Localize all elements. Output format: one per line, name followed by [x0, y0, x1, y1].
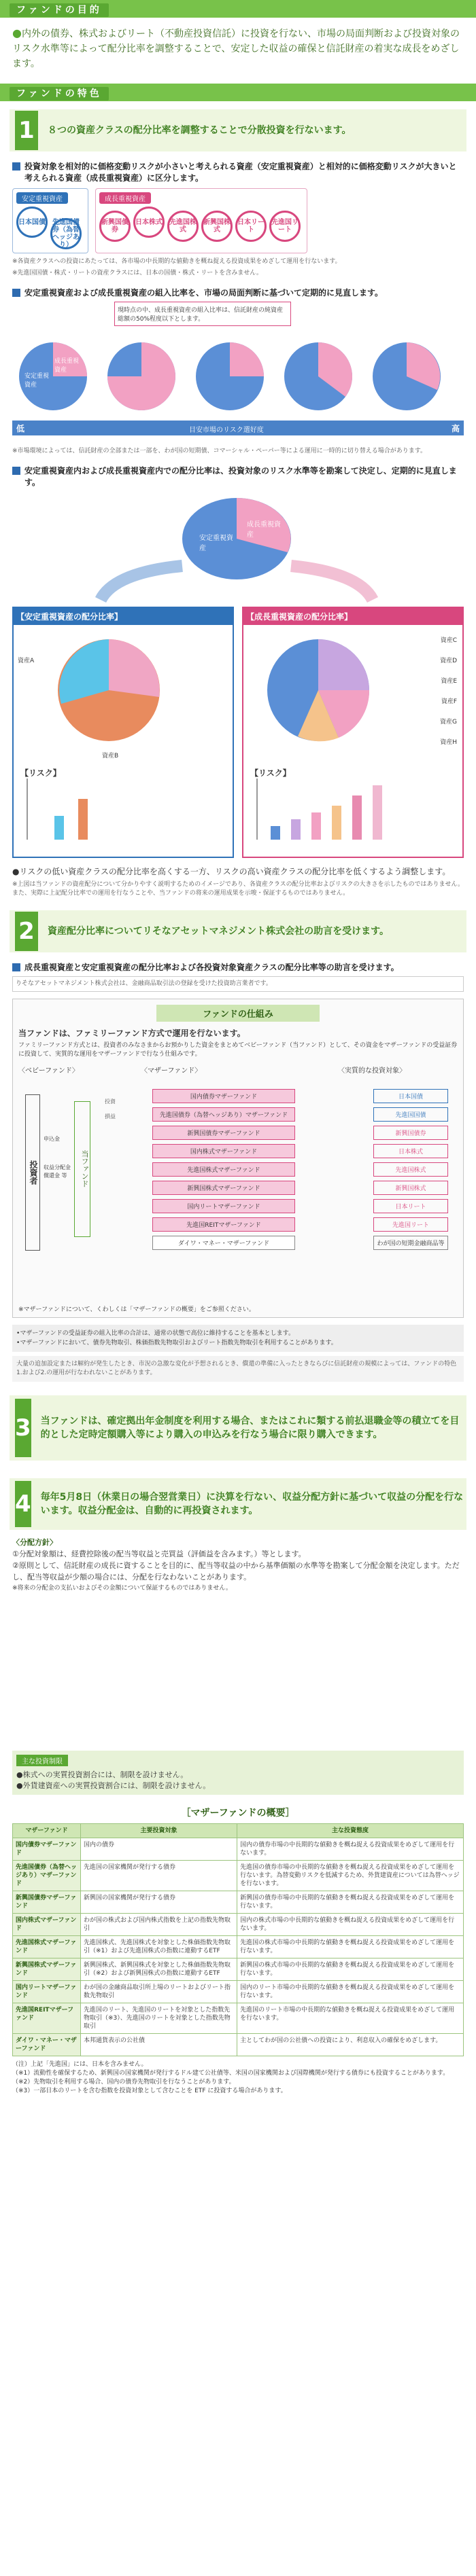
- mother-3: 国内株式マザーファンド: [152, 1144, 295, 1158]
- pie-label-b: 成長重視資産: [54, 357, 80, 374]
- note-3: ※市場環境によっては、信託財産の全部または一部を、わが国の短期債、コマーシャル・ペーパー等による運用に一時的に切り替える場合があります。: [12, 447, 427, 454]
- flow-3: 投資: [105, 1098, 116, 1105]
- purpose-text: ●内外の債券、株式およびリート（不動産投資信託）に投資を行ない、市場の局面判断および投資対象のリスク水準等によって配分比率を調整することで、安定した収益の確保と信託財産の着実な成長をめざします。: [12, 26, 460, 69]
- growth-label: 成長重視資産: [99, 192, 151, 204]
- mother-5: 新興国株式マザーファンド: [152, 1181, 295, 1195]
- baby-fund-box: 当ファンド: [74, 1101, 90, 1237]
- purpose-header: ファンドの目的: [0, 0, 476, 18]
- right-chart-title: 【成長重視資産の配分比率】: [243, 608, 462, 625]
- table-row: 先進国株式マザーファンド 先進国株式、先進国株式を対象とした株価指数先物取引（※1）および先進国株式の指数に連動するETF 先進国の株式市場の中長期的な値動きを概ね捉える投資成果をめざして運用を行ないます。: [13, 1935, 464, 1958]
- dist-p3: ※将来の分配金の支払いおよびその金額について保証するものではありません。: [12, 1584, 232, 1592]
- left-risk-label: 【リスク】: [20, 768, 61, 778]
- bullet-2: 安定重視資産および成長重視資産の組入比率を、市場の局面判断に基づいて定期的に見直します。: [12, 287, 464, 299]
- feature-3: 3 当ファンドは、確定拠出年金制度を利用する場合、またはこれに類する前払退職金等の積立てを目的とした定時定額購入等により購入の申込みを行なう場合に限り購入できます。: [10, 1395, 466, 1461]
- mother-0: 国内債券マザーファンド: [152, 1089, 295, 1103]
- dist-p1: ①分配対象額は、経費控除後の配当等収益と売買益（評価益を含みます。）等とします。: [12, 1549, 306, 1558]
- center-label-a: 安定重視資産: [199, 534, 233, 552]
- flow-labels: [44, 1135, 73, 1180]
- note-6: 大量の追加設定または解約が発生したとき、市況の急激な変化が予想されるとき、償還の準備に入ったときならびに信託財産の規模によっては、ファンドの特色1.および2.の運用が行なわれないことがあります。: [12, 1356, 464, 1382]
- investment-limits: [12, 1751, 464, 1795]
- table-row: 国内リートマザーファンド わが国の金融商品取引所上場のリートおよびリート指数先物取引 国内のリート市場の中長期的な値動きを概ね捉える投資成果をめざして運用を行ないます。: [13, 1980, 464, 2003]
- mother-fund-label: 〈マザーファンド〉: [141, 1067, 202, 1075]
- mother-daiwa: ダイワ・マネー・マザーファンド: [152, 1236, 295, 1250]
- feature-2: 2 資産配分比率についてリそなアセットマネジメント株式会社の助言を受けます。: [10, 910, 466, 952]
- scheme-note: ※マザーファンドについて、くわしくは「マザーファンドの概要」をご参照ください。: [18, 1306, 255, 1313]
- right-label-c: 資産C: [440, 637, 457, 644]
- scheme-desc: ファミリーファンド方式とは、投資者のみなさまからお預かりした資金をまとめてベビーファンド（当ファンド）として、その資金をマザーファンドの受益証券に投資して、実質的な運用をマザーファンドで行なう仕組みです。: [18, 1041, 458, 1058]
- center-label-b: 成長重視資産: [247, 520, 281, 539]
- right-label-f: 資産F: [441, 698, 457, 705]
- flow-4: 損益: [105, 1113, 116, 1120]
- table-row: 先進国債券（為替ヘッジあり）マザーファンド 先進国の国家機関が発行する債券 先進国の債券市場の中長期的な値動きを概ね捉える投資成果をめざして運用を行ないます。為替変動リスクを低減するため、外貨建資産については為替ヘッジを行ないます。: [13, 1860, 464, 1891]
- mother-6: 国内リートマザーファンド: [152, 1199, 295, 1213]
- investor-box: 投資者: [25, 1094, 40, 1251]
- mother-7: 先進国REITマザーファンド: [152, 1217, 295, 1232]
- target-7: 先進国リート: [373, 1217, 448, 1232]
- mother-fund-overview: [12, 1806, 464, 2056]
- bullet-4: ●リスクの低い資産クラスの配分比率を高くする一方、リスクの高い資産クラスの配分比率を低くするよう調整します。: [12, 866, 451, 876]
- flow-2: 償還金 等: [44, 1172, 67, 1179]
- mother-list: [152, 1089, 295, 1250]
- target-4: 先進国株式: [373, 1162, 448, 1177]
- dist-p2: ②原則として、信託財産の成長に資することを目的に、配当等収益の中から基準価額の水準等を勘案して分配金額を決定します。ただし、配当等収益が少額の場合には、分配を行なわないことがあります。: [12, 1560, 460, 1581]
- note-2: ※先進国国債・株式・リートの資産クラスには、日本の国債・株式・リートを含みません。: [12, 269, 262, 276]
- scheme-lead: 当ファンドは、ファミリーファンド方式で運用を行ないます。: [18, 1028, 245, 1038]
- table-row: ダイワ・マネー・マザーファンド 本邦通貨表示の公社債 主としてわが国の公社債への投資により、利息収入の確保をめざします。: [13, 2033, 464, 2056]
- asset-jgb: 日本国債: [16, 207, 48, 238]
- asset-dev-bond: 先進国債券（為替ヘッジあり）: [50, 218, 82, 249]
- note-4: ※上図は当ファンドの資産配分について分かりやすく説明するためのイメージであり、各資産クラスの配分比率およびリスクの大きさを示したものではありません。また、実際に上記配分比率での運用を行なうことや、当ファンドの将来の運用成果を示唆・保証するものではありません。: [12, 880, 464, 897]
- asset-jp-equity: 日本株式: [133, 207, 165, 238]
- feature-1: 1 ８つの資産クラスの配分比率を調整することで分散投資を行ないます。: [10, 109, 466, 151]
- invest-target-label: 〈実質的な投資対象〉: [338, 1067, 406, 1075]
- right-risk-label: 【リスク】: [250, 768, 291, 778]
- right-label-d: 資産D: [440, 657, 457, 664]
- limit-1: ●外貨建資産への実質投資割合には、制限を設けません。: [16, 1781, 211, 1790]
- asset-em-bond: 新興国債券: [99, 211, 131, 242]
- bullet-5: 成長重視資産と安定重視資産の配分比率および各投資対象資産クラスの配分比率等の助言を受けます。: [12, 962, 464, 973]
- target-5: 新興国株式: [373, 1181, 448, 1195]
- asset-dev-equity: 先進国株式: [167, 211, 199, 242]
- asset-dev-reit: 先進国リート: [269, 211, 301, 242]
- distribution-policy: [12, 1537, 464, 1594]
- target-short: わが国の短期金融商品等: [373, 1236, 448, 1250]
- mf-table: マザーファンド 主要投資対象 主な投資態度 国内債券マザーファンド 国内の債券 国内の債券市場の中長期的な値動きを概ね捉える投資成果をめざして運用を行ないます。 先進国債券（為替ヘッジあり）マザーファンド 先進国の国家機関が発行する債券 先進国の債券市場の中長期的な値動きを概ね捉える投資成果をめざして運用を行ないます。為替変動リスクを低減するため、外貨建資産については為替ヘッジを行ないます。 新興国債券マザーファンド 新興国の国家機関が発行する債券 新興国の債券市場の中長期的な値動きを概ね捉える投資成果をめざして運用を行ないます。 国内株式マザーファンド わが国の株式および国内株式指数を上記の指数先物取引 国内の株式市場の中長期的な値動きを概ね捉える投資成果をめざして運用を行ないます。 先進国株式マザーファンド 先進国株式、先進国株式を対象とした株価指数先物取引（※1）および先進国株式の指数に連動するETF 先進国の株式市場の中長期的な値動きを概ね捉える投資成果をめざして運用を行ないます。 新興国株式マザーファンド 新興国株式、新興国株式を対象とした株価指数先物取引（※2）および新興国株式の指数に連動するETF 新興国の株式市場の中長期的な値動きを概ね捉える投資成果をめざして運用を行ないます。 国内リートマザーファンド わが国の金融商品取引所上場のリートおよびリート指数先物取引 国内のリート市場の中長期的な値動きを概ね捉える投資成果をめざして運用を行ないます。 先進国REITマザーファンド 先進国のリート、先進国のリートを対象とした指数先物取引（※3）、先進国のリートを対象とした指数先物取引 先進国のリート市場の中長期的な値動きを概ね捉える投資成果をめざして運用を行ないます。 ダイワ・マネー・マザーファンド 本邦通貨表示の公社債 主としてわが国の公社債への投資により、利息収入の確保をめざします。: [12, 1823, 464, 2056]
- callout: 現時点の中、成長重視資産の組入比率は、信託財産の純資産総額の50%程度以下とします。: [114, 302, 291, 326]
- mother-1: 先進国債券（為替ヘッジあり）マザーファンド: [152, 1107, 295, 1122]
- pie-label-a: 安定重視資産: [24, 372, 50, 389]
- risk-high: 高: [451, 423, 460, 433]
- feature-4: 4 毎年5月8日（休業日の場合翌営業日）に決算を行ない、収益分配方針に基づいて収益の分配を行ないます。収益分配金は、自動的に再投資されます。: [10, 1478, 466, 1530]
- footnotes: （注）上記「先進国」には、日本を含みません。 （※1）流動性を確保するため、新興国の国家機関が発行するドル建て公社債等、米国の国家機関および国際機関が発行する債券にも投資することがあります。 （※2）先物取引を利用する場合、国内の債券先物取引を行なうことがあります。 （※3）一部日本のリートを含む指数を投資対象として含むことを ETF に投資する場合があります。: [12, 2060, 449, 2094]
- right-label-g: 資産G: [440, 718, 457, 726]
- flow-labels-right: [105, 1094, 146, 1124]
- scheme-title: ファンドの仕組み: [156, 1005, 320, 1022]
- baby-fund-label: 〈ベビーファンド〉: [18, 1067, 79, 1075]
- note-1: ※各資産クラスへの投資にあたっては、各市場の中長期的な値動きを概ね捉える投資成果をめざして運用を行ないます。: [12, 257, 341, 265]
- right-label-e: 資産E: [441, 677, 457, 685]
- target-list: [373, 1089, 448, 1250]
- mother-2: 新興国債券マザーファンド: [152, 1126, 295, 1140]
- bullet-3: 安定重視資産内および成長重視資産内での配分比率は、投資対象のリスク水準等を勘案して決定し、定期的に見直します。: [12, 465, 464, 488]
- target-1: 先進国国債: [373, 1107, 448, 1122]
- left-label-a: 資産A: [18, 657, 35, 664]
- bullet-1: 投資対象を相対的に価格変動リスクが小さいと考えられる資産（安定重視資産）と相対的に価格変動リスクが大きいと考えられる資産（成長重視資産）に区分します。: [12, 161, 464, 184]
- features-header: ファンドの特色: [0, 84, 476, 101]
- dist-head: 〈分配方針〉: [12, 1537, 57, 1547]
- table-row: 先進国REITマザーファンド 先進国のリート、先進国のリートを対象とした指数先物取引（※3）、先進国のリートを対象とした指数先物取引 先進国のリート市場の中長期的な値動きを概ね捉える投資成果をめざして運用を行ないます。: [13, 2003, 464, 2033]
- flow-1: 収益分配金: [44, 1164, 71, 1170]
- table-row: 新興国債券マザーファンド 新興国の国家機関が発行する債券 新興国の債券市場の中長期的な値動きを概ね捉える投資成果をめざして運用を行ないます。: [13, 1891, 464, 1913]
- stable-label: 安定重視資産: [16, 192, 68, 204]
- flow-0: 申込金: [44, 1135, 60, 1142]
- rebalance-diagram: [12, 302, 464, 444]
- left-label-b: 資産B: [102, 752, 119, 759]
- table-row: 新興国株式マザーファンド 新興国株式、新興国株式を対象とした株価指数先物取引（※2）および新興国株式の指数に連動するETF 新興国の株式市場の中長期的な値動きを概ね捉える投資成果をめざして運用を行ないます。: [13, 1958, 464, 1980]
- target-6: 日本リート: [373, 1199, 448, 1213]
- left-chart-title: 【安定重視資産の配分比率】: [14, 608, 233, 625]
- asset-jp-reit: 日本リート: [235, 211, 267, 242]
- mother-4: 先進国株式マザーファンド: [152, 1162, 295, 1177]
- limit-0: ●株式への実質投資割合には、制限を設けません。: [16, 1770, 188, 1779]
- right-label-h: 資産H: [440, 738, 457, 746]
- allocation-charts: [12, 607, 464, 858]
- target-2: 新興国債券: [373, 1126, 448, 1140]
- allocation-diagram: [12, 491, 464, 607]
- target-0: 日本国債: [373, 1089, 448, 1103]
- note-5: りそなアセットマネジメント株式会社は、金融商品取引法の登録を受けた投資助言業者です。: [12, 976, 464, 992]
- table-row: 国内株式マザーファンド わが国の株式および国内株式指数を上記の指数先物取引 国内の株式市場の中長期的な値動きを概ね捉える投資成果をめざして運用を行ないます。: [13, 1913, 464, 1935]
- grey-notes: •マザーファンドの受益証券の組入比率の合計は、通常の状態で高位に維持することを基本とします。 •マザーファンドにおいて、債券先物取引、株価指数先物取引およびリート指数先物取引を利用することがあります。: [12, 1325, 464, 1352]
- target-3: 日本株式: [373, 1144, 448, 1158]
- risk-label: 目安市場のリスク選好度: [189, 426, 264, 434]
- risk-low: 低: [16, 423, 25, 433]
- asset-classes: [12, 188, 464, 253]
- table-row: 国内債券マザーファンド 国内の債券 国内の債券市場の中長期的な値動きを概ね捉える投資成果をめざして運用を行ないます。: [13, 1838, 464, 1860]
- asset-em-equity: 新興国株式: [201, 211, 233, 242]
- limits-head: 主な投資制限: [16, 1755, 68, 1766]
- fund-scheme: [12, 999, 464, 1318]
- mf-title: ［マザーファンドの概要］: [181, 1807, 295, 1819]
